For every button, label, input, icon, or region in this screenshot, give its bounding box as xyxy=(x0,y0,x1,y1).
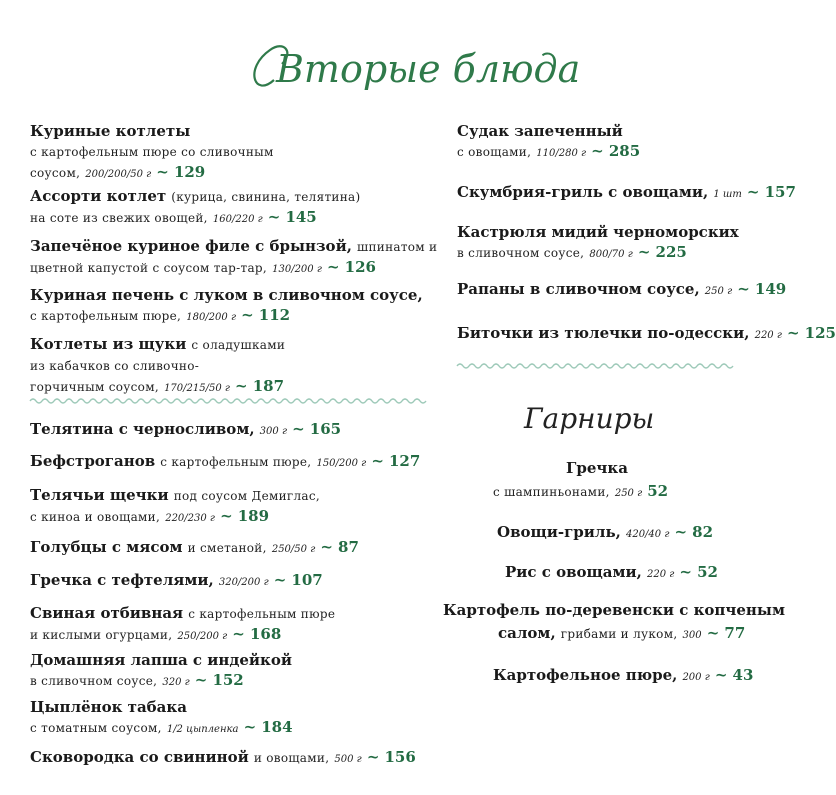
portion-size: 170/215/50 г xyxy=(164,383,230,394)
menu-item xyxy=(30,121,274,185)
menu-item-line xyxy=(30,236,437,257)
dish-name: Рис с овощами, xyxy=(505,563,642,581)
price-separator: ~ xyxy=(273,571,287,589)
portion-size: 180/200 г xyxy=(186,312,236,323)
menu-item-line xyxy=(30,603,335,624)
price-separator: ~ xyxy=(326,258,340,276)
menu-item xyxy=(30,334,285,399)
price-separator: ~ xyxy=(679,563,692,581)
dish-name: Телячьи щечки xyxy=(30,486,169,504)
price-separator: ~ xyxy=(746,183,760,201)
divider-wave-right xyxy=(457,361,727,371)
price: 285 xyxy=(608,142,641,160)
dish-name: Куриная печень с луком в сливочном соусе, xyxy=(30,286,423,304)
dish-description: с картофельным пюре, xyxy=(30,309,182,323)
price: 225 xyxy=(655,243,687,261)
dish-description: (курица, свинина, телятина) xyxy=(171,190,361,204)
price-separator: ~ xyxy=(637,243,651,261)
dish-description: с овощами, xyxy=(457,145,532,159)
portion-size: 1 шт xyxy=(713,189,742,200)
portion-size: 220 г xyxy=(754,330,782,341)
dish-description: горчичным соусом, xyxy=(30,380,159,394)
menu-item xyxy=(30,236,437,280)
dish-name: Телятина с черносливом, xyxy=(30,420,255,438)
menu-item xyxy=(30,419,341,442)
price: 126 xyxy=(344,258,376,276)
price: 52 xyxy=(697,563,718,581)
price-separator: ~ xyxy=(194,671,208,689)
price-separator: ~ xyxy=(241,306,254,324)
price: 189 xyxy=(237,507,270,525)
dish-name: Кастрюля мидий черноморских xyxy=(457,223,739,241)
dish-name: Скумбрия-гриль с овощами, xyxy=(457,183,709,201)
price-separator: ~ xyxy=(156,163,169,181)
menu-item-line xyxy=(30,305,423,328)
dish-name: Бефстроганов xyxy=(30,452,156,470)
menu-item-line xyxy=(30,355,285,376)
menu-item xyxy=(30,485,320,529)
dish-description: с оладушками xyxy=(191,338,286,352)
price: 184 xyxy=(261,718,293,736)
dish-name: Ассорти котлет xyxy=(30,187,167,205)
price: 187 xyxy=(252,377,285,395)
menu-item-line xyxy=(30,485,320,506)
menu-item xyxy=(457,182,796,205)
price: 145 xyxy=(285,208,317,226)
dish-description: грибами и луком, xyxy=(560,627,678,641)
page-title-text: Вторые блюда xyxy=(276,47,581,91)
menu-item-line xyxy=(30,419,341,442)
dish-description: шпинатом и xyxy=(357,240,438,254)
price: 107 xyxy=(291,571,323,589)
price-separator: ~ xyxy=(267,208,281,226)
price-separator: ~ xyxy=(787,324,800,342)
price-separator: ~ xyxy=(320,538,333,556)
dish-name: Домашняя лапша с индейкой xyxy=(30,651,293,669)
dish-description: с картофельным пюре, xyxy=(160,455,312,469)
menu-item-line xyxy=(30,141,274,162)
portion-size: 800/70 г xyxy=(589,249,633,260)
dish-description: в сливочном соусе, xyxy=(30,674,158,688)
dish-name: Гречка с тефтелями, xyxy=(30,571,214,589)
menu-item-line xyxy=(30,121,274,141)
price-separator: ~ xyxy=(235,377,248,395)
portion-size: 250/200 г xyxy=(177,631,228,642)
dish-name: Овощи-гриль, xyxy=(497,523,621,541)
menu-item-line xyxy=(30,697,293,717)
menu-item-line xyxy=(457,121,640,141)
menu-item xyxy=(30,747,416,770)
menu-item-line xyxy=(457,279,786,302)
menu-item-line xyxy=(30,257,437,280)
price: 165 xyxy=(309,420,342,438)
portion-size: 300 г xyxy=(259,426,287,437)
price: 77 xyxy=(724,624,746,642)
dish-name: Биточки из тюлечки по-одесски, xyxy=(457,324,750,342)
dish-description: из кабачков со сливочно- xyxy=(30,359,200,373)
dish-name: Рапаны в сливочном соусе, xyxy=(457,280,700,298)
menu-item-line xyxy=(457,182,796,205)
portion-size: 250/50 г xyxy=(271,544,316,555)
menu-item-line xyxy=(30,285,423,305)
price: 127 xyxy=(389,452,421,470)
menu-item-line xyxy=(30,186,360,207)
portion-size: 500 г xyxy=(334,754,362,765)
portion-size: 220/230 г xyxy=(165,513,215,524)
dish-name: Голубцы с мясом xyxy=(30,538,183,556)
menu-item xyxy=(30,650,292,693)
menu-item-line xyxy=(457,141,640,164)
price-separator: ~ xyxy=(591,142,604,160)
portion-size: 200/200/50 г xyxy=(85,169,152,180)
portion-size: 420/40 г xyxy=(625,529,670,540)
portion-size: 320 г xyxy=(162,677,190,688)
garnish-item-line xyxy=(493,481,668,504)
price: 87 xyxy=(338,538,359,556)
price-separator: ~ xyxy=(706,624,720,642)
dish-name: Картофельное пюре, xyxy=(493,666,678,684)
menu-item xyxy=(457,279,786,302)
menu-item-line xyxy=(30,451,420,474)
dish-name: Куриные котлеты xyxy=(30,122,191,140)
dish-name: Сковородка со свининой xyxy=(30,748,249,766)
price-separator: ~ xyxy=(243,718,257,736)
garnish-title xyxy=(520,398,680,442)
menu-item-line xyxy=(30,670,292,693)
garnish-item-line xyxy=(443,600,785,620)
price: 125 xyxy=(804,324,836,342)
dish-description: и кислыми огурцами, xyxy=(30,628,173,642)
portion-size: 110/280 г xyxy=(536,148,587,159)
dish-description: и овощами, xyxy=(253,751,330,765)
menu-item-line xyxy=(30,570,323,593)
portion-size: 250 г xyxy=(704,286,733,297)
menu-item xyxy=(457,121,640,164)
menu-item-line xyxy=(30,207,360,230)
menu-item-line xyxy=(30,747,416,770)
price: 152 xyxy=(212,671,244,689)
price: 149 xyxy=(754,280,787,298)
price-separator: ~ xyxy=(674,523,688,541)
portion-size: 200 г xyxy=(682,672,710,683)
portion-size: 160/220 г xyxy=(212,214,263,225)
menu-item-line xyxy=(457,222,739,242)
menu-item-line xyxy=(30,717,293,740)
price: 168 xyxy=(249,625,282,643)
menu-item xyxy=(30,451,420,474)
dish-description: соусом, xyxy=(30,166,81,180)
price-separator: ~ xyxy=(292,420,305,438)
price-separator: ~ xyxy=(737,280,750,298)
price-separator: ~ xyxy=(366,748,380,766)
garnish-item-line xyxy=(493,665,753,688)
dish-description: с киноа и овощами, xyxy=(30,510,161,524)
dish-name: Котлеты из щуки xyxy=(30,335,187,353)
menu-item-line xyxy=(30,650,292,670)
dish-name: Гречка xyxy=(566,459,628,477)
dish-description: с картофельным пюре со сливочным xyxy=(30,145,274,159)
menu-item xyxy=(30,697,293,740)
price-separator: ~ xyxy=(371,452,384,470)
portion-size: 300 xyxy=(682,630,702,641)
price: 82 xyxy=(692,523,714,541)
dish-description: под соусом Демиглас, xyxy=(173,489,321,503)
portion-size: 220 г xyxy=(646,569,675,580)
dish-name: Цыплёнок табака xyxy=(30,698,187,716)
dish-name: Запечёное куриное филе с брынзой, xyxy=(30,237,352,255)
dish-name: салом, xyxy=(498,624,556,642)
price: 157 xyxy=(764,183,796,201)
menu-item xyxy=(30,570,323,593)
menu-item-line xyxy=(30,537,359,560)
portion-size: 320/200 г xyxy=(218,577,269,588)
price: 156 xyxy=(384,748,416,766)
menu-item-line xyxy=(30,162,274,185)
dish-name: Картофель по-деревенски с копченым xyxy=(443,601,785,619)
dish-description: в сливочном соусе, xyxy=(457,246,585,260)
price: 112 xyxy=(258,306,291,324)
dish-description: цветной капустой с соусом тар-тар, xyxy=(30,261,268,275)
price-separator: ~ xyxy=(714,666,728,684)
garnish-item-line xyxy=(497,522,713,545)
price: 43 xyxy=(732,666,754,684)
menu-item xyxy=(30,186,360,230)
portion-size: 150/200 г xyxy=(316,458,367,469)
page-title xyxy=(244,28,581,108)
garnish-item-line xyxy=(498,623,745,646)
menu-item xyxy=(457,222,739,265)
dish-description: на соте из свежих овощей, xyxy=(30,211,208,225)
garnish-item-line xyxy=(566,458,628,478)
menu-item-line xyxy=(30,506,320,529)
price-separator: ~ xyxy=(232,625,245,643)
dish-description: с томатным соусом, xyxy=(30,721,162,735)
price: 129 xyxy=(173,163,206,181)
portion-size: 130/200 г xyxy=(272,264,322,275)
menu-item-line xyxy=(457,323,836,346)
dish-name: Свиная отбивная xyxy=(30,604,184,622)
garnish-item-line xyxy=(505,562,718,585)
menu-item xyxy=(30,285,423,328)
price: 52 xyxy=(647,482,669,500)
portion-size: 250 г xyxy=(614,488,643,499)
dish-description: с картофельным пюре xyxy=(188,607,336,621)
menu-item-line xyxy=(30,624,335,647)
menu-item-line xyxy=(30,334,285,355)
menu-item xyxy=(30,537,359,560)
price-separator: ~ xyxy=(220,507,233,525)
divider-wave-left xyxy=(30,396,420,406)
menu-item xyxy=(30,603,335,647)
dish-description: с шампиньонами, xyxy=(493,485,610,499)
portion-size: 1/2 цыпленка xyxy=(166,724,239,735)
garnish-title-text: Гарниры xyxy=(524,402,655,435)
dish-name: Судак запеченный xyxy=(457,122,623,140)
menu-item-line xyxy=(457,242,739,265)
dish-description: и сметаной, xyxy=(187,541,267,555)
menu-item xyxy=(457,323,836,346)
